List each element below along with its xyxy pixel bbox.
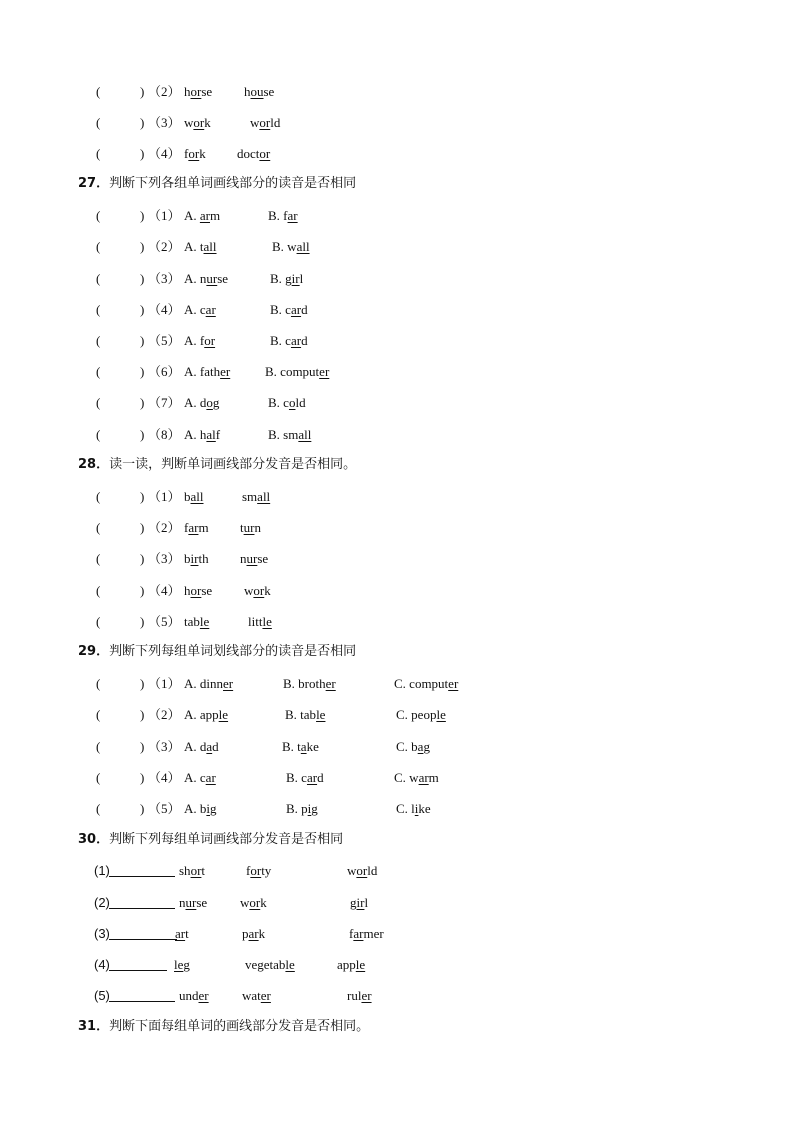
answer-paren-close: ) (140, 427, 145, 442)
choice-option: B. card (286, 770, 324, 785)
item-number: (2) (94, 895, 110, 910)
choice-option: C. like (396, 801, 431, 816)
choice-option: A. apple (184, 707, 229, 722)
word: girl (350, 895, 369, 910)
word: little (248, 614, 272, 629)
choice-option: C. people (396, 707, 446, 722)
choice-option: C. warm (394, 770, 439, 785)
word: nurse (240, 551, 269, 566)
word: leg (174, 957, 190, 972)
answer-paren-close: ) (140, 395, 145, 410)
answer-paren-close: ) (140, 770, 145, 785)
word: fork (184, 146, 206, 161)
answer-paren-open[interactable]: ( (96, 364, 101, 379)
word: work (244, 583, 271, 598)
word: short (179, 863, 206, 878)
answer-paren-close: ) (140, 364, 145, 379)
word: ball (184, 489, 204, 504)
word: world (347, 863, 378, 878)
item-number: （3） (148, 551, 181, 566)
word: horse (184, 84, 213, 99)
item-number: （2） (148, 84, 181, 99)
question-30-heading (78, 830, 343, 850)
choice-option: B. far (268, 208, 298, 223)
item-number: （3） (148, 739, 181, 754)
question-text: 判断下面每组单词的画线部分发音是否相同。 (109, 1019, 370, 1034)
choice-option: B. card (270, 333, 308, 348)
word: turn (240, 520, 261, 535)
word: table (184, 614, 210, 629)
word: small (242, 489, 271, 504)
item-number: （1） (148, 489, 181, 504)
answer-paren-close: ) (140, 614, 145, 629)
word: apple (337, 957, 366, 972)
item-number: （2） (148, 239, 181, 254)
answer-paren-close: ) (140, 676, 145, 691)
item-number: （3） (148, 115, 181, 130)
word: house (244, 84, 275, 99)
answer-paren-open[interactable]: ( (96, 239, 101, 254)
item-number: （4） (148, 302, 181, 317)
item-number: （8） (148, 427, 181, 442)
answer-blank[interactable] (109, 939, 177, 940)
item-number: （1） (148, 208, 181, 223)
answer-paren-open[interactable]: ( (96, 707, 101, 722)
answer-paren-close: ) (140, 707, 145, 722)
item-number: （2） (148, 707, 181, 722)
answer-paren-open[interactable]: ( (96, 333, 101, 348)
answer-paren-open[interactable]: ( (96, 146, 101, 161)
answer-paren-open[interactable]: ( (96, 583, 101, 598)
item-number: （2） (148, 520, 181, 535)
choice-option: B. girl (270, 271, 304, 286)
word: work (240, 895, 267, 910)
question-text: 判断下列每组单词划线部分的读音是否相同 (109, 644, 357, 659)
choice-option: C. bag (396, 739, 430, 754)
choice-option: A. half (184, 427, 221, 442)
question-text: 判断下列每组单词画线部分发音是否相同 (109, 832, 344, 847)
question-number: 27． (78, 176, 110, 191)
answer-paren-open[interactable]: ( (96, 208, 101, 223)
answer-paren-open[interactable]: ( (96, 614, 101, 629)
answer-paren-open[interactable]: ( (96, 115, 101, 130)
answer-paren-close: ) (140, 302, 145, 317)
answer-paren-close: ) (140, 146, 145, 161)
word: vegetable (245, 957, 295, 972)
question-text: 读一读，判断单词画线部分发音是否相同。 (109, 457, 357, 472)
answer-paren-open[interactable]: ( (96, 302, 101, 317)
answer-paren-close: ) (140, 115, 145, 130)
word: doctor (237, 146, 271, 161)
choice-option: B. take (282, 739, 319, 754)
item-number: (4) (94, 957, 110, 972)
word: art (175, 926, 189, 941)
item-number: （5） (148, 333, 181, 348)
answer-paren-close: ) (140, 84, 145, 99)
question-29-heading (78, 642, 356, 662)
answer-paren-close: ) (140, 739, 145, 754)
word: farm (184, 520, 209, 535)
question-number: 31． (78, 1019, 110, 1034)
word: horse (184, 583, 213, 598)
word: under (179, 988, 209, 1003)
answer-paren-open[interactable]: ( (96, 395, 101, 410)
word: park (242, 926, 266, 941)
item-number: （3） (148, 271, 181, 286)
choice-option: A. car (184, 302, 216, 317)
word: ruler (347, 988, 372, 1003)
answer-paren-open[interactable]: ( (96, 520, 101, 535)
item-number: （5） (148, 801, 181, 816)
answer-paren-close: ) (140, 583, 145, 598)
choice-option: B. computer (265, 364, 330, 379)
choice-option: A. father (184, 364, 231, 379)
word: farmer (349, 926, 384, 941)
answer-blank[interactable] (109, 876, 175, 877)
word: world (250, 115, 281, 130)
item-number: （4） (148, 770, 181, 785)
choice-option: A. dog (184, 395, 220, 410)
word: birth (184, 551, 209, 566)
item-number: （6） (148, 364, 181, 379)
choice-option: C. computer (394, 676, 459, 691)
item-number: （4） (148, 583, 181, 598)
choice-option: A. dinner (184, 676, 234, 691)
choice-option: B. table (285, 707, 326, 722)
answer-paren-close: ) (140, 489, 145, 504)
answer-blank[interactable] (109, 970, 167, 971)
answer-paren-open[interactable]: ( (96, 489, 101, 504)
item-number: (3) (94, 926, 110, 941)
answer-paren-close: ) (140, 271, 145, 286)
answer-blank[interactable] (109, 908, 175, 909)
choice-option: A. for (184, 333, 216, 348)
item-number: (1) (94, 863, 110, 878)
answer-paren-close: ) (140, 551, 145, 566)
item-number: （4） (148, 146, 181, 161)
answer-blank[interactable] (109, 1001, 175, 1002)
question-text: 判断下列各组单词画线部分的读音是否相同 (109, 176, 357, 191)
answer-paren-close: ) (140, 520, 145, 535)
answer-paren-open[interactable]: ( (96, 427, 101, 442)
item-number: （5） (148, 614, 181, 629)
answer-paren-open[interactable]: ( (96, 271, 101, 286)
answer-paren-open[interactable]: ( (96, 551, 101, 566)
question-number: 28． (78, 457, 110, 472)
question-number: 29． (78, 644, 110, 659)
answer-paren-open[interactable]: ( (96, 801, 101, 816)
choice-option: A. tall (184, 239, 217, 254)
choice-option: B. pig (286, 801, 318, 816)
choice-option: B. brother (283, 676, 336, 691)
question-28-heading (78, 455, 356, 475)
answer-paren-open[interactable]: ( (96, 84, 101, 99)
question-27-heading (78, 174, 356, 194)
answer-paren-close: ) (140, 208, 145, 223)
answer-paren-close: ) (140, 239, 145, 254)
question-number: 30． (78, 832, 110, 847)
answer-paren-close: ) (140, 801, 145, 816)
word: forty (246, 863, 272, 878)
choice-option: A. dad (184, 739, 219, 754)
item-number: (5) (94, 988, 110, 1003)
choice-option: B. small (268, 427, 312, 442)
answer-paren-open[interactable]: ( (96, 770, 101, 785)
word: nurse (179, 895, 208, 910)
choice-option: A. big (184, 801, 217, 816)
choice-option: B. card (270, 302, 308, 317)
choice-option: A. arm (184, 208, 221, 223)
choice-option: A. car (184, 770, 216, 785)
answer-paren-close: ) (140, 333, 145, 348)
question-31-heading (78, 1017, 369, 1037)
word: water (242, 988, 271, 1003)
item-number: （1） (148, 676, 181, 691)
answer-paren-open[interactable]: ( (96, 676, 101, 691)
item-number: （7） (148, 395, 181, 410)
answer-paren-open[interactable]: ( (96, 739, 101, 754)
choice-option: B. wall (272, 239, 310, 254)
choice-option: B. cold (268, 395, 306, 410)
word: work (184, 115, 211, 130)
choice-option: A. nurse (184, 271, 229, 286)
